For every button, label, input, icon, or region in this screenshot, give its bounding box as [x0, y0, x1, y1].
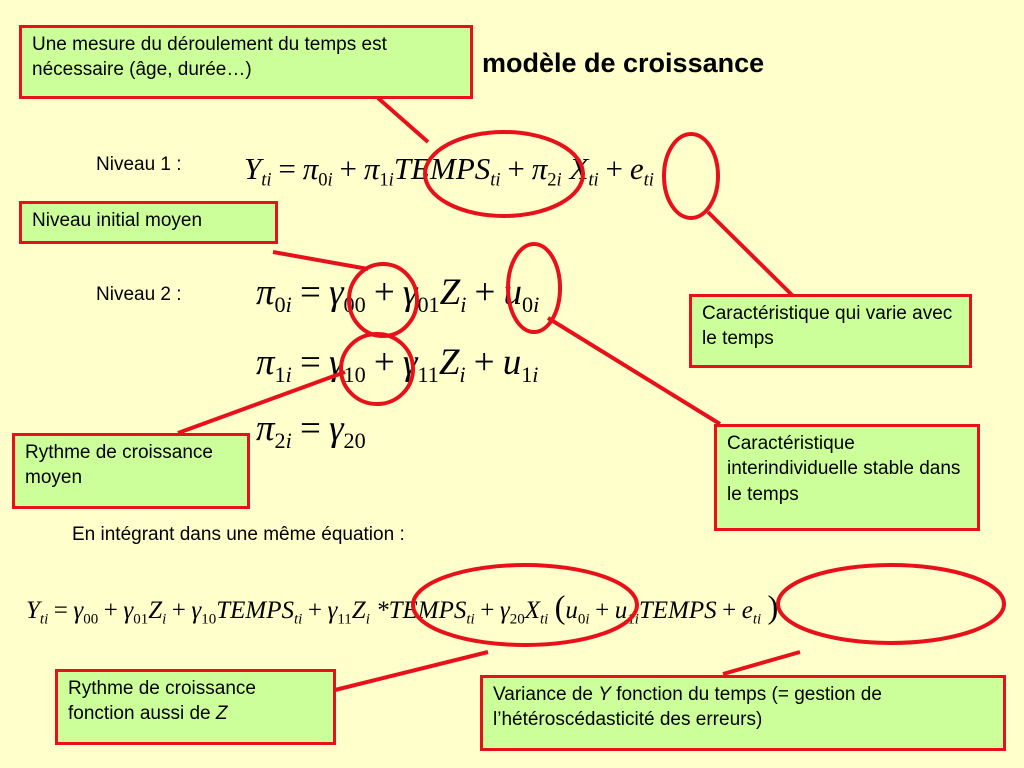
callout-time-varying: Caractéristique qui varie avec le temps	[689, 294, 972, 368]
callout-rhythm-function-z-text: Rythme de croissance fonction aussi de	[68, 678, 256, 725]
callout-growth-rhythm: Rythme de croissance moyen	[12, 433, 250, 509]
level2-equation-pi2: $\pi_{2i} = \gamma_{20}$	[256, 408, 366, 453]
ellipse-xti	[664, 134, 718, 218]
callout-temps-measure: Une mesure du déroulement du temps est nécessaire (âge, durée…)	[19, 25, 473, 99]
callout-variance-suffix: fonction du temps (= gestion de l’hétéroscédasticité des erreurs)	[493, 684, 882, 731]
connector-gamma11-temps	[335, 652, 488, 690]
connector-temps	[378, 98, 428, 142]
callout-initial-level: Niveau initial moyen	[19, 201, 278, 244]
callout-rhythm-function-z	[55, 669, 336, 745]
connector-variance	[723, 652, 800, 674]
combined-equation: $Y_{ti} = \gamma_{00} + \gamma_{01}Z_i$ + $\gamma_{10}TEMPS_{ti} + \gamma_{11}Z_i$ $*TEMPS_{ti} + \gamma_{20}X_{ti}$ ($u_{0i}$ + $u_{1i}TEMPS + e_{ti}$ )	[26, 590, 779, 628]
connector-gamma00	[273, 252, 368, 269]
slide-title: modèle de croissance	[482, 48, 765, 78]
level2-equation-pi1: $\pi_{1i} = \gamma_{10} + \gamma_{11}Z_i + u_{1i}$	[256, 342, 539, 387]
integration-label: En intégrant dans une même équation :	[72, 524, 405, 545]
level2-label: Niveau 2 :	[96, 284, 182, 305]
callout-rhythm-function-z-var: Z	[215, 703, 228, 725]
ellipse-variance	[778, 565, 1004, 643]
connector-xti	[708, 212, 793, 296]
callout-variance-prefix: Variance de	[493, 684, 599, 705]
level1-equation: $Y_{ti} = \pi_{0i}$ + $\pi_{1i}TEMPS_{ti} + \pi_{2i}$ $X_{ti} + e_{ti}$	[244, 151, 654, 191]
callout-variance-var: Y	[598, 684, 611, 705]
callout-stable-characteristic: Caractéristique interindividuelle stable dans le temps	[714, 424, 980, 531]
callout-variance	[480, 675, 1006, 751]
level1-label: Niveau 1 :	[96, 154, 182, 175]
level2-equation-pi0: $\pi_{0i} = \gamma_{00} + \gamma_{01}Z_i + u_{0i}$	[256, 272, 540, 317]
